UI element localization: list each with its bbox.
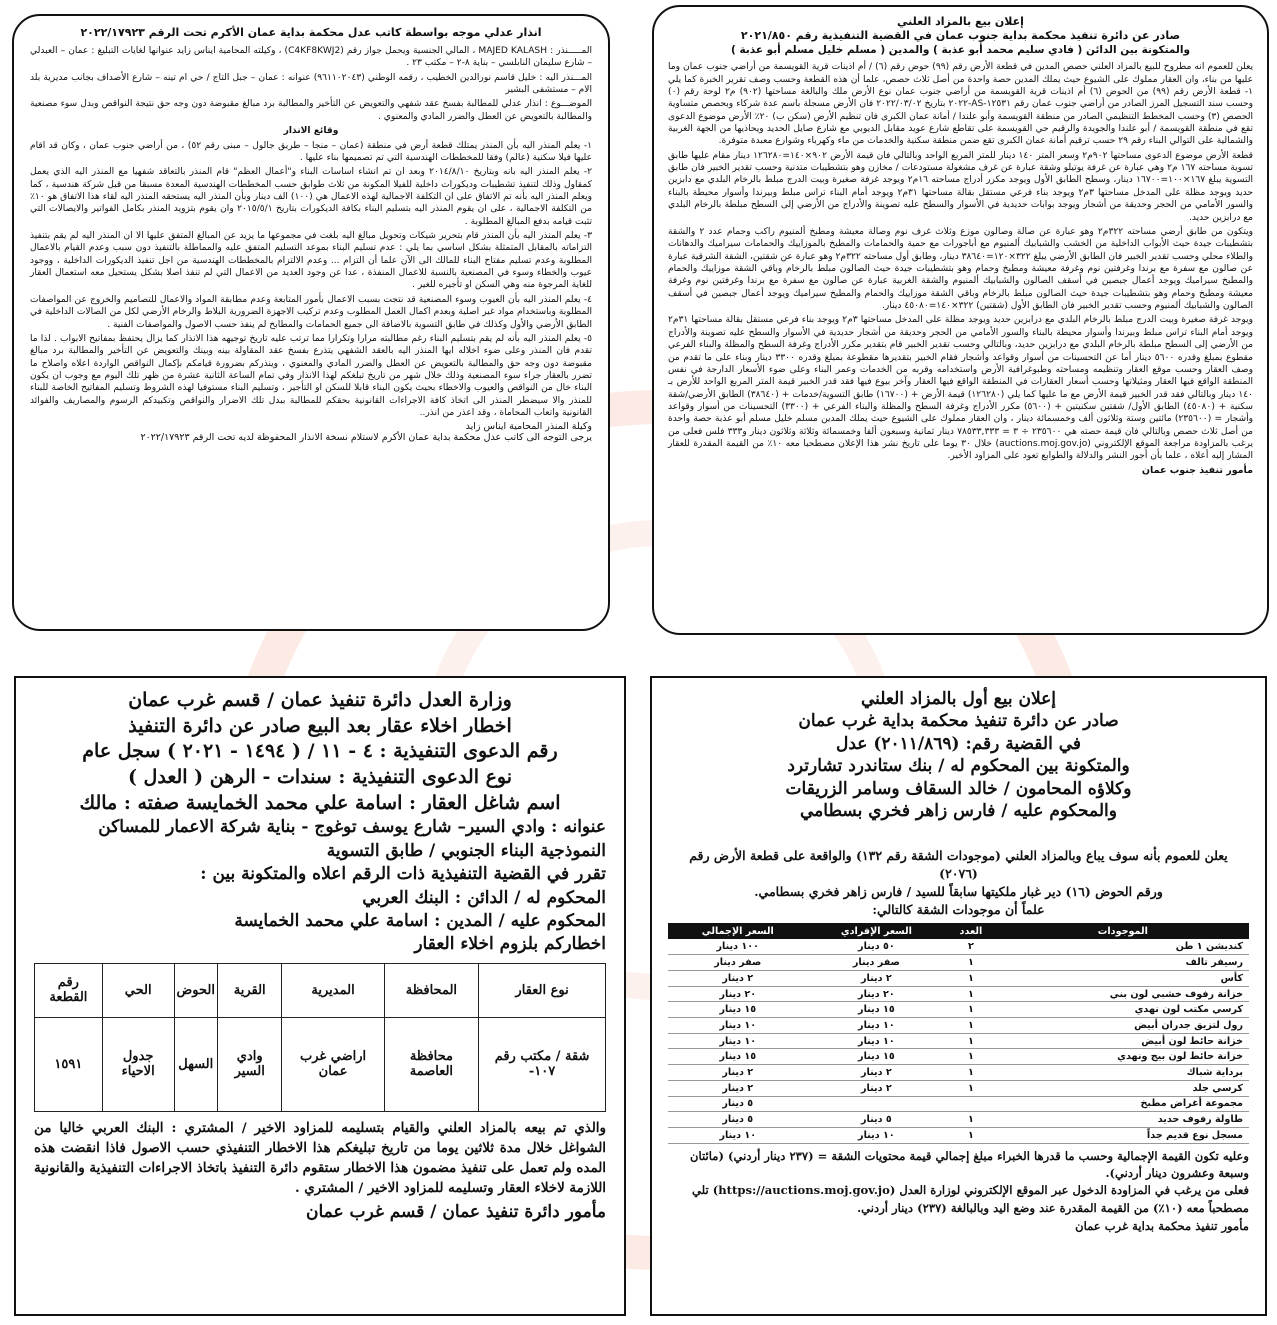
eviction-occupant: اسم شاغل العقار : اسامة علي محمد الخمايسة صفته : مالك bbox=[79, 791, 561, 814]
table-cell: ١ bbox=[945, 1002, 996, 1018]
eviction-decided: تقرر في القضية التنفيذية ذات الرقم اعلاه والمتكونة بين : bbox=[200, 864, 606, 885]
table-cell: ١٥ دينار bbox=[668, 1002, 808, 1018]
eviction-title: اخطار اخلاء عقار بعد البيع صادر عن دائرة التنفيذ bbox=[128, 714, 512, 737]
table-cell: السهل bbox=[174, 1017, 217, 1111]
contents-table bbox=[668, 923, 1249, 1143]
notice-paragraph: ويوجد غرفة صغيرة وبيت الدرج مبلط بالرخام البلدي مع درابزين حديد ويوجد مظلة على المدخل مساحتها ٣م٢ ويوجد بناء فرعي مستقل بقالة مساحتها ٣١م٢ ويوجد أمام البناء تراس مبلط وبيرندا وأسوار محيطة بالبناء والسور الأمامي من الحجر وحديقة من أشجار حديدية في الأسوار والسطح عليه تصوينة والأدراج من الأرضي إلى السطح مبلطة بالرخام البلدي مع درابزين حديد، وبالتالي وحسب تقدير الخبير قام بتقدير مكرر الأدراج وغرفة السطح والمظلة والبناء الفرعي مقطوع بمبلغ وقدره ٥٦٠٠ دينار أما عن التحسينات من أسوار وقواعد وأشجار فقام الخبير بتقديرها مقطوعة بمبلغ وقدره ٣٣٠٠ دينار وبناء على ما تقدم من وصف العقار وحسب موقع العقار وتنظيمه ومساحته وطبوغرافية الأرض واستخدامه وقربه من الخدمات وعمر البناء وعلى ضوء الأسعار الدارجة في نفس المنطقة الواقع فيها العقار ومثيلاتها وحسب أسعار العقارات في المنطقة الواقع فيها العقار وآخر بيوع فيها فقد قدر الخبير قيمة المتر المربع الواحد للأرض بـ ١٤٠ دينار وبالتالي فقد قدر الخبير قيمة الأرض مع ما عليها كما يلي (١٢٦٢٨٠) قيمة الأرض + (١٦٧٠٠) طابق التسوية/خدمات + (٣٨٦٤٠) الطابق الأرضي/شقة سكنية + (٤٥٠٨٠) الطابق الأول/ شقتين سكنيتين + (٥٦٠٠) مكرر الأدراج وغرفة السطح والمظلة والبناء الفرعي + (٣٣٠٠) التحسينات من أسوار وقواعد وأشجار = (٢٣٥٦٠٠) مائتين وستة وثلاثون ألف وخمسمائة دينار ، وان العقار مملوك على الشيوع حيث يملك المدين مسلم خليل مسلم أبو عذبة حصة واحدة من أصل ثلاث حصص وبالتالي فان قيمة حصته هي ٢٣٥٦٠٠ ÷ ٣ = ٧٨٥٣٣,٣٣٣ دينار ثمانية وسبعون ألفا وخمسمائة وثلاثة وثلاثون دينار و٣٣٣ فلس فعلى من يرغب بالمزاودة مراجعة الموقع الإلكتروني (auctions.moj.gov.jo) خلال ٣٠ يوما على تاريخ نشر هذا الإعلان مصطحبا معه ١٠٪ من القيمة المقدرة للعقار المشار إليه أعلاه ، علما بأن أجور النشر والدلالة والطوابع تعود على المزاود الأخير. bbox=[668, 315, 1254, 462]
auction-title: إعلان بيع أول بالمزاد العلني bbox=[861, 689, 1056, 709]
table-header: القرية bbox=[217, 963, 282, 1017]
warning-paragraph: المـــنذر اليه : خليل قاسم نورالدين الخطيب ، رقمه الوطني (٩٦١١٠٢٠٤٣) عنوانه : عمان – جبل التاج / حي ام تينه – شارع الأصداف بجانب مديرية بلد الام – مستشفى البشير bbox=[30, 72, 592, 96]
auction-lawyers: وكلاؤه المحامون / خالد السقاف وسامر الزريقات bbox=[785, 778, 1132, 799]
table-cell: ٢ دينار bbox=[668, 1080, 808, 1096]
table-cell: ١٥ دينار bbox=[808, 1049, 946, 1065]
table-cell: مجموعة أغراض مطبخ bbox=[997, 1096, 1249, 1112]
table-cell: ١ bbox=[945, 1127, 996, 1143]
auction-bidding-paragraph: فعلى من يرغب في المزاودة الدخول عبر الموقع الإلكتروني لوزارة العدل (https://auctions.moj.gov.jo) تلي مصطحباً معه (١٠٪) من القيمة المقدرة عند وضع اليد وبالبالغة (٢٣٧) دينار أردني. bbox=[691, 1183, 1249, 1215]
table-row bbox=[668, 1065, 1249, 1081]
table-cell: كرسي مكتب لون نهدي bbox=[997, 1002, 1249, 1018]
table-cell: ٥٠ دينار bbox=[808, 939, 946, 955]
table-row bbox=[668, 1096, 1249, 1112]
eviction-ministry-title: وزارة العدل دائرة تنفيذ عمان / قسم غرب عمان bbox=[128, 689, 512, 711]
table-header: السعر الإفرادي bbox=[808, 923, 946, 939]
table-row bbox=[668, 939, 1249, 955]
notice-paragraph: قطعة الأرض موضوع الدعوى مساحتها ٩٠٢م٢ وسعر المتر ١٤٠ دينار للمتر المربع الواحد وبالتالي فان قيمة الأرض ٩٠٢×١٤٠=١٢٦٢٨٠ دينار مقام عليها طابق تسوية مساحته ١٦٧ م٢ وهي عبارة عن غرفة يوتيلو وشقة عبارة عن غرف مشغولة مستودعات / مخازن وهو بتشطيبات متدنية وحسب تقدير الخبير فان طابق التسوية يبلغ ١٦٧×١٠٠=١٦٧٠٠ دينار، وسطح الطابق الأول ويوجد مكرر أدراج مساحته ١٦م٢ ويوجد غرفة صغيرة وبيت الدرج مبلط بالرخام البلدي مع دابزين حديد ويوجد مظلة على المدخل مساحتها ٣م٢ ويوجد بناء فرعي مستقل بقالة مساحتها ٣١م٢ ويوجد أمام البناء تراس مبلط وبيرندا وأسوار محيطة بالبناء والسور الأمامي من الحجر وحديقة من أشجار ويوجد بوابات حديدية في الأسوار والسطح عليه تصوينة والأدراج من الأرضي إلى السطح مبلطة بالرخام البلدي مع درابزين حديد. bbox=[668, 150, 1253, 223]
warning-paragraph: المـــــنذر : MAJED KALASH ، المالي الجنسية ويحمل جواز رقم (C4KF8KWJ2) ، وكيلته المحامية ايناس زايد عنوانها لغايات التبليغ : عمان – العبدلي – شارع سليمان النابلسي – بناية ٨-٢ – مكتب ٢٣ . bbox=[30, 46, 593, 69]
table-cell: ٢ دينار bbox=[808, 971, 946, 987]
auction-intro-line: علماً أن موجودات الشقة كالتالي: bbox=[872, 902, 1045, 917]
eviction-case-type: نوع الدعوى التنفيذية : سندات - الرهن ( العدل ) bbox=[127, 765, 513, 788]
table-cell: ١ bbox=[945, 1112, 996, 1128]
table-header: المديرية bbox=[282, 963, 384, 1017]
table-header: المحافظة bbox=[384, 963, 478, 1017]
table-cell: ٢ دينار bbox=[808, 1065, 946, 1081]
notice-title: إعلان بيع بالمزاد العلني bbox=[897, 15, 1024, 28]
eviction-signature: مأمور دائرة تنفيذ عمان / قسم غرب عمان bbox=[306, 1202, 606, 1223]
eviction-address: عنوانه : وادي السير– شارع يوسف توغوج - بناية شركة الاعمار للمساكن bbox=[98, 817, 606, 838]
table-cell: ٢٠ دينار bbox=[668, 986, 808, 1002]
table-cell: ١٠ دينار bbox=[808, 1033, 946, 1049]
notice-parties: والمتكونة بين الدائن ( فادي سليم محمد أبو عذبة ) والمدين ( مسلم خليل مسلم أبو عذبة ) bbox=[731, 43, 1190, 56]
contents-table-body bbox=[668, 939, 1249, 1143]
property-table bbox=[34, 963, 606, 1112]
table-cell: ١٠ دينار bbox=[668, 1018, 808, 1034]
table-cell: طاولة رفوف حديد bbox=[997, 1112, 1249, 1128]
table-header-row bbox=[668, 923, 1249, 939]
eviction-notice-line: اخطاركم بلزوم اخلاء العقار bbox=[414, 934, 606, 955]
table-cell: شقة / مكتب رقم ١٠٧- bbox=[479, 1017, 606, 1111]
notice-paragraph: يعلن للعموم انه مطروح للبيع بالمزاد العلني حصص المدين في قطعة الأرض رقم (٩٩) حوض رقم (٦) / أم اذينات قرية القويسمة من أراضي جنوب عمان وما عليها من بناء، وان العقار مملوك على الشيوع حيث يملك المدين حصة واحدة من أصل ثلاث حصص، علما أن هذه القطعة وحسب وصف تقرير الخبرة كما يلي ١- قطعة الأرض رقم (٩٩) من الحوض (٦) أم اذينات قرية القويسمة من أراضي جنوب عمان نوع الأرض ملك والبالغة مساحتها (٩٠٢) م٢ لوحة رقم (٠) وحسب سند التسجيل المرز الصادر من أراضي جنوب عمان رقم ١٢٥٣١-AS-٢٠٢٢ بتاريخ ٢٠٢٢/٠٣/٠٢ فان الأرض مسجلة باسم عدة شركاء وبحصص متساوية الحصص (٣) وحسب المخطط التنظيمي الصادر من منطقة القويسمة وأبو علندا / أمانة عمان الكبرى فان تنظيم الأرض (سكن ب) ٢٠٪ الأرض موضوع الدعوى تقع في منطقة القويسمة / أبو علندا والجويدة والرقيم حي القويسمة على تقاطع شارع عويد مقابل الديوبي مع شارع صايل الحديد ويحاذيها من الجهة الغربية والشمالية على التوالي البناء رقم ٢٩ حسب ترقيم أمانة عمان الكبرى تقع ضمن منطقة سكنية والخدمات من ماء وكهرباء وشوارع معبدة متوفرة. bbox=[668, 62, 1254, 147]
table-row bbox=[668, 971, 1249, 987]
table-cell: ١٠ دينار bbox=[808, 1127, 946, 1143]
warning-footnote: يرجى التوجه الى كاتب عدل محكمة بداية عمان الأكرم لاستلام نسخة الانذار المحفوظة لديه تحت الرقم ٢٠٢٢/١٧٩٢٣ bbox=[140, 432, 592, 444]
table-cell: كنديشن ١ طن bbox=[997, 939, 1249, 955]
table-cell: ١ bbox=[945, 1065, 996, 1081]
notice-subtitle: صادر عن دائرة تنفيذ محكمة بداية جنوب عمان في القضية التنفيذية رقم ٢٠٢١/٨٥٠ bbox=[740, 29, 1181, 43]
table-cell: ١٠ دينار bbox=[808, 1018, 946, 1034]
auction-signature: مأمور تنفيذ محكمة بداية غرب عمان bbox=[1075, 1219, 1249, 1234]
eviction-address-cont: النموذجية البناء الجنوبي / طابق التسوية bbox=[326, 840, 606, 861]
table-row bbox=[668, 1033, 1249, 1049]
auction-issuer: صادر عن دائرة تنفيذ محكمة بداية غرب عمان bbox=[798, 711, 1119, 732]
table-cell: ١ bbox=[945, 955, 996, 971]
table-cell: خزانة حائط لون أبيض bbox=[997, 1033, 1249, 1049]
warning-facts-heading: وقائع الانذار bbox=[283, 126, 339, 137]
table-cell: ٢ bbox=[945, 939, 996, 955]
table-cell: جدول الاحياء bbox=[102, 1017, 174, 1111]
table-cell: محافظة العاصمة bbox=[384, 1017, 478, 1111]
first-auction-notice bbox=[650, 676, 1267, 1316]
table-cell: خزانة حائط لون بيج ونهدي bbox=[997, 1049, 1249, 1065]
table-row bbox=[668, 955, 1249, 971]
table-cell: رسيفر تالف bbox=[997, 955, 1249, 971]
warning-paragraph: ٥- يعلم المنذر اليه بأنه لم يقم بتسليم البناء رغم مطالبته مرارا وتكرارا مما ترتب عليه تاريخ توجيهه هذا الانذار كما يزال يحتفظ بمفاتيح الابواب . لذا ما تقدم فان المنذر وعلى ضوء اخلاله ايها المنذر اليه بالعقد الشفهي يتذرع بفسخ عقد المقاولة بينه وبينك والتعويض عن التأخير والمطالبة برد مبالغ مقبوضة دون وجه حق والمطالبة بالتعويض عن العطل والضرر المادي والمعنوي ، وينذركم بضرورة قيامكم بإكمال النواقص الواردة اعلاه واصلاح ما تضرر بالعقار جراء سوء المصنعية وذلك خلال شهر من تاريخ تبلغكم لهذا الانذار وفي تمام الساعة الثانية عشرة من ظهر تلك اليوم مع وجوب ان يكون البناء خال من النواقص والعيوب والاخطاء بحيث يكون البناء قابلا للسكن او التأجير ، وتسليم البناء مستوفيا لهذه الشروط وتسليم المفاتيح الخاصة للبناء للمنذر والا سيضطر المنذر الى اتخاذ كافة الاجراءات القانونية بحقكم للمطالبة ببدل تلك الاضرار والنواقص وتكبيدكم الرسوم والمصاريف والفوائد القانونية واتعاب المحاماة ، وقد اعذر من انذر.. bbox=[30, 333, 592, 419]
table-cell: ٥ دينار bbox=[668, 1112, 808, 1128]
table-cell: صفر دينار bbox=[808, 955, 946, 971]
warning-paragraph: ٤- يعلم المنذر اليه بأن العيوب وسوء المصنعية قد نتجت بسبب الاعمال بأمور المتابعة وعدم مطابقة المواد والاعمال للتصاميم والخروج عن المواصفات المطلوبة وباستخدام مواد غير اصلية وبعدم اكمال العمل المطلوب وعدم تركيب الاجهزة الضرورية البلاط والرخام الأرضي لكل من الصالات الداخلية في الطابق الأرضي والأول وكذلك في طابق التسوية بالاضافة الى جميع الحمامات والمطابخ لم ينفذ حسب الاصول والمواصفات الفنية . bbox=[30, 294, 592, 330]
notice-body bbox=[668, 61, 1253, 463]
table-cell: خزانة رفوف خشبي لون بني bbox=[997, 986, 1249, 1002]
auction-total-paragraph: وعليه تكون القيمة الإجمالية وحسب ما قدرها الخبراء مبلغ إجمالي قيمة محتويات الشقة = (٢٣٧ دينار أردني) (مائتان وسبعة وعشرون دينار أردني). bbox=[689, 1148, 1249, 1180]
eviction-creditor: المحكوم له / الدائن : البنك العربي bbox=[362, 887, 606, 908]
table-cell: ٢ دينار bbox=[808, 1080, 946, 1096]
warning-signature: وكيلة المنذر المحامية ايناس زايد bbox=[465, 421, 592, 433]
auction-intro-line: يعلن للعموم بأنه سوف يباع وبالمزاد العلني (موجودات الشقة رقم ١٣٢) والواقعة على قطعة الأرض رقم (٢٠٧٦) bbox=[689, 847, 1228, 881]
auction-intro-line: ورقم الحوض (١٦) دير غبار ملكيتها سابقاً للسيد / فارس زاهر فخري بسطامي. bbox=[754, 883, 1163, 899]
table-cell: ٥ دينار bbox=[808, 1112, 946, 1128]
table-cell: ١ bbox=[945, 971, 996, 987]
table-row bbox=[668, 1112, 1249, 1128]
table-cell: ١٠ دينار bbox=[668, 1033, 808, 1049]
table-cell: ٥ دينار bbox=[668, 1096, 808, 1112]
auction-debtor: والمحكوم عليه / فارس زاهر فخري بسطامي bbox=[800, 801, 1117, 822]
table-header: العدد bbox=[945, 923, 996, 939]
warning-body bbox=[30, 45, 592, 419]
table-cell: ٢ دينار bbox=[668, 971, 808, 987]
table-header: نوع العقار bbox=[479, 963, 606, 1017]
warning-paragraph: الموضـــوع : انذار عدلي للمطالبة بفسخ عقد شفهي والتعويض عن التأخير والمطالبة برد مبالغ مقبوضة دون وجه حق نتيجة النواقص وبدل سوء مصنعية والمطالبة بالتعويض عن العطل والضرر المادي والمعنوي . bbox=[30, 99, 592, 122]
table-cell: ١ bbox=[945, 1049, 996, 1065]
table-cell: ١٠ دينار bbox=[668, 1127, 808, 1143]
table-cell bbox=[945, 1096, 996, 1112]
table-cell: كرسي جلد bbox=[997, 1080, 1249, 1096]
warning-paragraph: ١- يعلم المنذر اليه بأن المنذر يمتلك قطعة أرض في منطقة (عمان – منجا – طريق جالول – مبنى رقم ٥٢) ، من أراضي جنوب عمان ، وكان قد اقام عليها فيلا سكنية (عالم) وفقا للمخططات الهندسية التي تم تصميمها بناء عليها . bbox=[30, 140, 592, 163]
warning-paragraph: ٢- يعلم المنذر اليه بانه وبتاريخ ٢٠١٤/٨/١٠ وبعد ان تم انشاء اساسات البناء و"أعمال العظم" قام المنذر بالتعاقد شفهيا مع المنذر اليه الذي يعمل كمقاول وذلك لتنفيذ تشطيبات وديكورات داخلية للفيلا المكونة من ثلاث طوابق حسب المخططات الهندسية المعدة مسبقا من قبل شركة هندسية ، كما ويعلم المنذر اليه بأنه تم الاتفاق على ان التكلفة الاجمالية لهذه الاعمال هي (١٠٠) الف دينار وبأن المنذر اليه يستحقه المنذر اليه لقاء هذا الاتفاق هو ١٠٪ من التكلفة الاجمالية ، على ان يقوم المنذر اليه بتسليم البناء بكافة الديكورات بتاريخ ٢٠١٥/٥/١ وان يقوم بتزويد المنذر بكامل الفواتير والايصالات التي تثبت قيامه بدفع المبالغ المطلوبة . bbox=[30, 167, 592, 227]
eviction-notice bbox=[14, 676, 626, 1316]
table-cell: وادي السير bbox=[217, 1017, 282, 1111]
table-cell bbox=[808, 1096, 946, 1112]
auction-intro bbox=[668, 847, 1249, 920]
warning-title: انذار عدلي موجه بواسطة كاتب عدل محكمة بداية عمان الأكرم تحت الرقم ٢٠٢٢/١٧٩٢٣ bbox=[80, 26, 542, 39]
table-cell: ١ bbox=[945, 1033, 996, 1049]
auction-case-number: في القضية رقم: (٢٠١١/٨٦٩) عدل bbox=[835, 733, 1082, 754]
table-row bbox=[668, 1080, 1249, 1096]
table-cell: ٢٠ دينار bbox=[808, 986, 946, 1002]
table-cell: صفر دينار bbox=[668, 955, 808, 971]
table-row bbox=[668, 1002, 1249, 1018]
table-cell: رول لتزيق جدران أبيض bbox=[997, 1018, 1249, 1034]
table-cell: ١ bbox=[945, 1080, 996, 1096]
table-header: رقم القطعة bbox=[35, 963, 103, 1017]
notice-signature: مأمور تنفيذ جنوب عمان bbox=[1141, 464, 1253, 476]
eviction-debtor: المحكوم عليه / المدين : اسامة علي محمد الخمايسة bbox=[234, 911, 606, 932]
table-cell: ١٥ دينار bbox=[668, 1049, 808, 1065]
table-row bbox=[668, 986, 1249, 1002]
table-row bbox=[668, 1127, 1249, 1143]
table-row bbox=[668, 1018, 1249, 1034]
table-header: الحوض bbox=[174, 963, 217, 1017]
notice-paragraph: ويتكون من طابق أرضي مساحته ٣٢٢م٢ وهو عبارة عن صالة وصالون موزع وثلاث غرف نوم وصالة معيشة ومطبخ ألمنيوم راكب وحمام عدد ٢ والشقة بتشطيبات جيدة حيث الأبواب الداخلية من الخشب والشبابيك ألمنيوم مع أباجورات مع حمية والحمامات والمطبخ بالموزاييك والحمامات سيراميك والدهانات والطلاء محلي وحسب تقدير الخبير فان الطابق الأرضي يبلغ ٣٢٢×١٢٠=٣٨٦٤٠ دينار، وطابق أول مساحته ٣٢٢م٢ وهو عبارة عن شقتين، الشقة الشرقية عبارة عن صالون مع سفرة مع برندا وغرفتين نوم وغرفة معيشة ومطبخ وحمام وهو بتشطيبات جيدة حيث الصالون مبلط بالرخام وباقي الشقة موزاييك والحمام والمطبخ سيراميك ويوجد أعمال جبصين في أسقف الصالون والشبابيك ألمنيوم والشقة الغربية عبارة عن صالون مع سفرة مع برندا وغرفتين نوم وغرفة معيشة ومطبخ وحمام وهو بتشطيبات جيدة حيث الصالون مبلط بالرخام وباقي الشقة موزاييك والحمام والمطبخ سيراميك ويوجد أعمال جبصين في أسقف الصالون والشبابيك ألمنيوم وحسب تقدير الخبير فان الطابق الأول (شقتين) ٣٢٢×١٤٠=٤٥٠٨٠ دينار. bbox=[668, 226, 1253, 312]
table-header: السعر الإجمالي bbox=[668, 923, 808, 939]
auction-creditor: والمتكونة بين المحكوم له / بنك ستاندرد تشارترد bbox=[787, 756, 1130, 777]
table-header-row bbox=[35, 963, 606, 1017]
table-cell: ٢ دينار bbox=[668, 1065, 808, 1081]
table-cell: ١٥ دينار bbox=[808, 1002, 946, 1018]
table-cell: مسجل نوع قديم جداً bbox=[997, 1127, 1249, 1143]
table-cell: اراضي غرب عمان bbox=[282, 1017, 384, 1111]
table-cell: ١ bbox=[945, 1018, 996, 1034]
table-row bbox=[35, 1017, 606, 1111]
warning-paragraph: ٣- يعلم المنذر اليه بأن المنذر قام بتحرير شيكات وتحويل مبالغ اليه بلغت في مجموعها ما يزيد عن المبالغ المتفق عليها الا ان المنذر اليه لم يقم بتنفيذ التزاماته بالمقابل المتمثلة بشكل اساسي بما يلي : عدم تسليم البناء بموعد التسليم المتفق عليه والمماطلة بالتنفيذ دون سبب وعدم القيام بالاعمال المطلوبة وعدم تسليم مفتاح البناء للمالك الى الآن علما أن التزام ... وعدم الالتزام بالمخططات الهندسية من اجل تنفيذ الديكورات الداخلية ، ووجود عيوب والخطاء وسوء في المصنعية بالنسبة للاعمال المنفذة ، عدا عن وجود العديد من الاعمال التي لم تنفذ اصلا بشكل يستحيل معه استعمال العقار للغاية المرجوة منه وهي السكن او تأجيره للغير . bbox=[30, 231, 592, 291]
eviction-case-number: رقم الدعوى التنفيذية : ٤ - ١١ / ( ١٤٩٤ - ٢٠٢١ ) سجل عام bbox=[82, 740, 558, 763]
auction-notice-south-amman bbox=[652, 5, 1269, 635]
table-cell: برداية شباك bbox=[997, 1065, 1249, 1081]
table-cell: ١٠٠ دينار bbox=[668, 939, 808, 955]
table-cell: ١٥٩١ bbox=[35, 1017, 103, 1111]
table-header: الموجودات bbox=[997, 923, 1249, 939]
table-row bbox=[668, 1049, 1249, 1065]
legal-warning-notice bbox=[12, 14, 610, 631]
eviction-paragraph: والذي تم بيعه بالمزاد العلني والقيام بتسليمه للمزاود الاخير / المشتري : البنك العربي خاليا من الشواغل خلال مدة ثلاثين يوما من تاريخ تبليغكم هذا الاخطار التنفيذي حسب الاصول فاذا انقضت هذه المده ولم تعمل على تنفيذ مضمون هذا الاخطار ستقوم دائرة التنفيذ باتخاذ الاجراءات التنفيذية والقانونية اللازمة لاخلاء العقار وتسليمه للمزاود الاخير / المشتري . bbox=[34, 1119, 606, 1197]
table-header: الحي bbox=[102, 963, 174, 1017]
table-cell: كأس bbox=[997, 971, 1249, 987]
table-cell: ١ bbox=[945, 986, 996, 1002]
